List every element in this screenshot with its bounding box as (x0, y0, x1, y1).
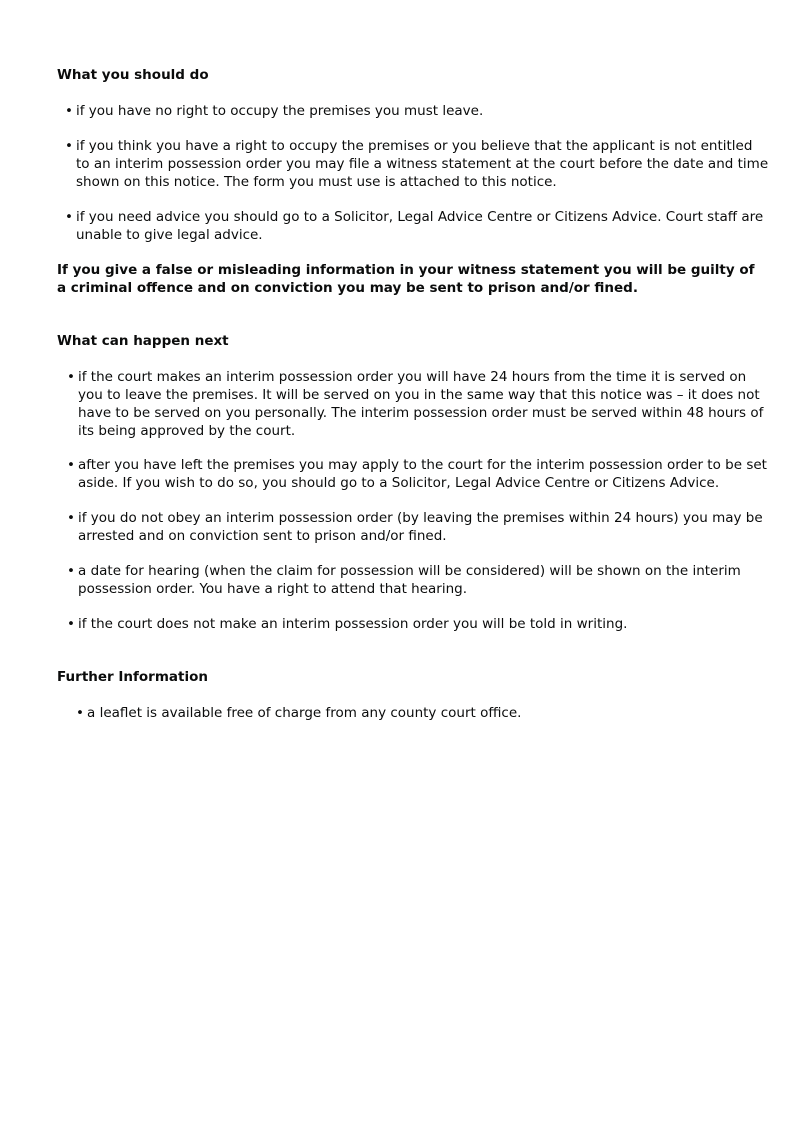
next-item-text: a date for hearing (when the claim for possession will be considered) will be shown on the interim possession order. You have a right to attend that hearing. (78, 563, 741, 597)
bullet-marker: • (65, 209, 73, 225)
next-item-text: if the court makes an interim possession order you will have 24 hours from the time it is served on you to leave the premises. It will be served on you in the same way that this notice was – it does not have to be served on you personally. The interim possession order must be served within 48 hours of its being approved by the court. (78, 369, 764, 439)
bullet-marker: • (65, 103, 73, 119)
bullet-marker: • (76, 705, 84, 721)
next-item (67, 456, 770, 492)
further-item-text: a leaflet is available free of charge from any county court office. (87, 705, 522, 721)
next-item-text: if the court does not make an interim possession order you will be told in writing. (78, 616, 628, 632)
should-do-item-text: if you think you have a right to occupy the premises or you believe that the applicant is not entitled to an interim possession order you may file a witness statement at the court before the date and time shown on this notice. The form you must use is attached to this notice. (76, 138, 769, 190)
bullet-marker: • (67, 457, 75, 473)
next-item-text: after you have left the premises you may apply to the court for the interim possession order to be set aside. If you wish to do so, you should go to a Solicitor, Legal Advice Centre or Citizens Advice. (78, 457, 767, 491)
should-do-item-text: if you need advice you should go to a Solicitor, Legal Advice Centre or Citizens Advice. Court staff are unable to give legal advice. (76, 209, 764, 243)
should-do-item (65, 208, 770, 244)
should-do-item (65, 102, 770, 120)
further-item (76, 704, 676, 722)
next-item (67, 368, 770, 440)
next-item-text: if you do not obey an interim possession order (by leaving the premises within 24 hours) you may be arrested and on conviction sent to prison and/or fined. (78, 510, 763, 544)
next-item (67, 615, 770, 633)
bullet-marker: • (67, 616, 75, 632)
what-can-happen-next-heading: What can happen next (57, 333, 229, 349)
bullet-marker: • (65, 138, 73, 154)
next-item (67, 562, 770, 598)
bullet-marker: • (67, 510, 75, 526)
bullet-marker: • (67, 369, 75, 385)
what-you-should-do-heading: What you should do (57, 67, 209, 83)
further-information-heading: Further Information (57, 669, 208, 685)
next-item (67, 509, 770, 545)
false-information-warning: If you give a false or misleading information in your witness statement you will be guilty of a criminal offence and on conviction you may be sent to prison and/or fined. (57, 262, 755, 296)
should-do-item-text: if you have no right to occupy the premises you must leave. (76, 103, 484, 119)
should-do-item (65, 137, 770, 191)
bullet-marker: • (67, 563, 75, 579)
